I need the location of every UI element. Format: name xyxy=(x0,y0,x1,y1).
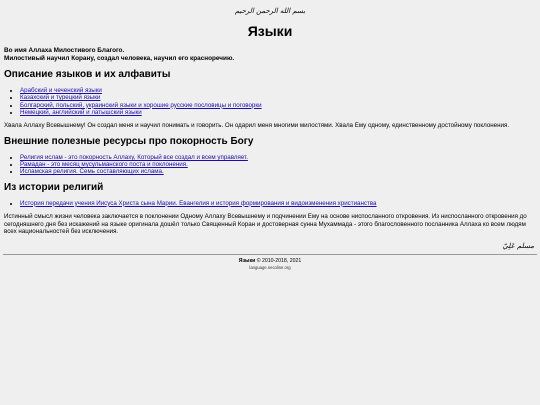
meaning-of-life-paragraph: Истинный смысл жизни человека заключается в поклонении Одному Аллаху Всевышнему и подчинении Ему на основе ниспосланного откровения. Из ниспосланного откровения до сегодняшнего дня без искажений на языке оригинала дошёл только Священный Коран и достоверная сунна Мухаммада - этого благословенного посланника Аллаха ко всем людям всех национальностей без исключения. xyxy=(4,213,527,236)
main-content xyxy=(0,47,540,236)
link-islam-religion[interactable]: Религия ислам - это покорность Аллаху, Который все создал и всем управляет. xyxy=(20,153,248,161)
list-item xyxy=(20,200,536,207)
footer-divider xyxy=(3,254,537,255)
section-heading-languages: Описание языков и их алфавиты xyxy=(4,69,171,80)
list-item xyxy=(20,154,536,161)
page-title: Языки xyxy=(247,23,293,39)
link-bulgarian-polish-ukrainian[interactable]: Болгарский, польский, украинский языки и хорошие русские пословицы и поговорки xyxy=(20,101,262,109)
list-item xyxy=(20,161,536,168)
resources-link-list xyxy=(4,154,536,176)
footer-domain: language.necoline.org xyxy=(249,264,291,270)
praise-paragraph: Хвала Аллаху Всевышнему! Он создал меня и научил понимать и говорить. Он одарил меня многими милостями. Хвала Ему одному, единственному достойному поклонения. xyxy=(4,122,510,130)
list-item xyxy=(20,109,536,116)
list-item xyxy=(20,102,536,109)
basmala-text: بسم الله الرحمن الرحيم xyxy=(234,7,306,15)
languages-link-list xyxy=(4,87,536,116)
list-item xyxy=(20,87,536,94)
list-item xyxy=(20,168,536,175)
link-arabic-chechen[interactable]: Арабский и чеченский языки xyxy=(20,87,102,94)
link-history-jesus[interactable]: История передачи учения Иисуса Христа сына Марии. Евангелия и история формирования и видоизменения христианства xyxy=(20,199,377,207)
history-link-list xyxy=(4,200,536,207)
intro-line-1: Во имя Аллаха Милостивого Благого. xyxy=(4,47,125,54)
intro-block xyxy=(4,47,536,63)
footer-site-name: Языки xyxy=(238,258,256,265)
list-item xyxy=(20,94,536,101)
link-ramadan[interactable]: Рамадан - это месяц мусульманского поста и поклонения. xyxy=(20,161,188,169)
link-german-english-latvian[interactable]: Немецкий, английский и латышский языки xyxy=(20,108,142,116)
footer xyxy=(0,258,540,271)
section-heading-resources: Внешние полезные ресурсы про покорность Богу xyxy=(4,135,254,147)
link-kazakh-turkish[interactable]: Казахский и турецкий языки xyxy=(20,94,101,102)
link-islamic-religion-seven[interactable]: Исламская религия. Семь составляющих ислама. xyxy=(20,168,164,176)
section-heading-history: Из истории религий xyxy=(4,181,104,193)
footer-copyright: © 2010-2018, 2021 xyxy=(256,258,302,265)
intro-line-2: Милостивый научил Корану, создал человека, научил его красноречию. xyxy=(4,55,235,62)
signature-text: مسلم عَلِيّ xyxy=(502,242,534,251)
